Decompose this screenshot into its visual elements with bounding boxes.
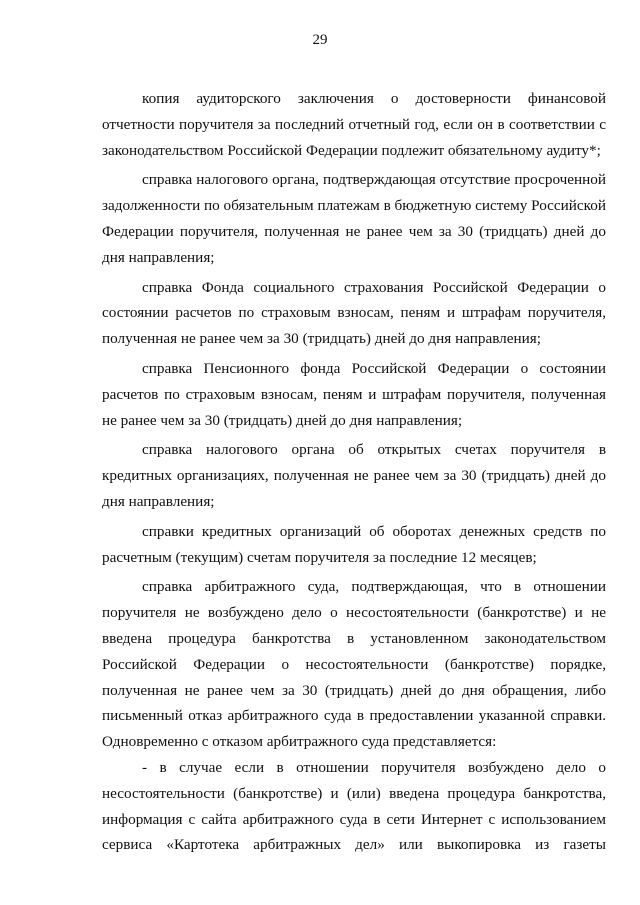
paragraph-arbitration-court-certificate: справка арбитражного суда, подтверждающая, что в отношении поручителя не возбуждено дело о несостоятельности (банкротстве) и не введена процедура банкротства в установленном законодательством Российской Федерации о несостоятельности (банкротстве) порядке, полученная не ранее чем за 30 (тридцать) дней до дня обращения, либо письменный отказ арбитражного суда в предоставлении указанной справки. Одновременно с отказом арбитражного суда представляется: (102, 578, 606, 751)
paragraph-bankruptcy-case-info: - в случае если в отношении поручителя возбуждено дело о несостоятельности (банкротстве) и (или) введена процедура банкротства, информация с сайта арбитражного суда в сети Интернет с использованием сервиса «Картотека арбитражных дел» или выкопировка из газеты (102, 758, 606, 854)
paragraph-bank-turnover-certificates: справки кредитных организаций об оборотах денежных средств по расчетным (текущим) счетам поручителя за последние 12 месяцев; (102, 522, 606, 566)
paragraph-audit-report: копия аудиторского заключения о достоверности финансовой отчетности поручителя за последний отчетный год, если он в соответствии с законодательством Российской Федерации подлежит обязательному аудиту*; (102, 90, 606, 159)
paragraph-tax-debt-certificate: справка налогового органа, подтверждающая отсутствие просроченной задолженности по обязательным платежам в бюджетную систему Российской Федерации поручителя, полученная не ранее чем за 30 (тридцать) дней до дня направления; (102, 171, 606, 266)
page-number: 29 (312, 32, 328, 48)
paragraph-social-insurance-certificate: справка Фонда социального страхования Российской Федерации о состоянии расчетов по страховым взносам, пеням и штрафам поручителя, полученная не ранее чем за 30 (тридцать) дней до дня направления; (102, 278, 606, 348)
paragraph-pension-fund-certificate: справка Пенсионного фонда Российской Федерации о состоянии расчетов по страховым взносам, пеням и штрафам поручителя, полученная не ранее чем за 30 (тридцать) дней до дня направления; (102, 359, 606, 429)
document-body (102, 86, 606, 858)
paragraph-open-accounts-certificate: справка налогового органа об открытых счетах поручителя в кредитных организациях, полученная не ранее чем за 30 (тридцать) дней до дня направления; (102, 441, 606, 510)
